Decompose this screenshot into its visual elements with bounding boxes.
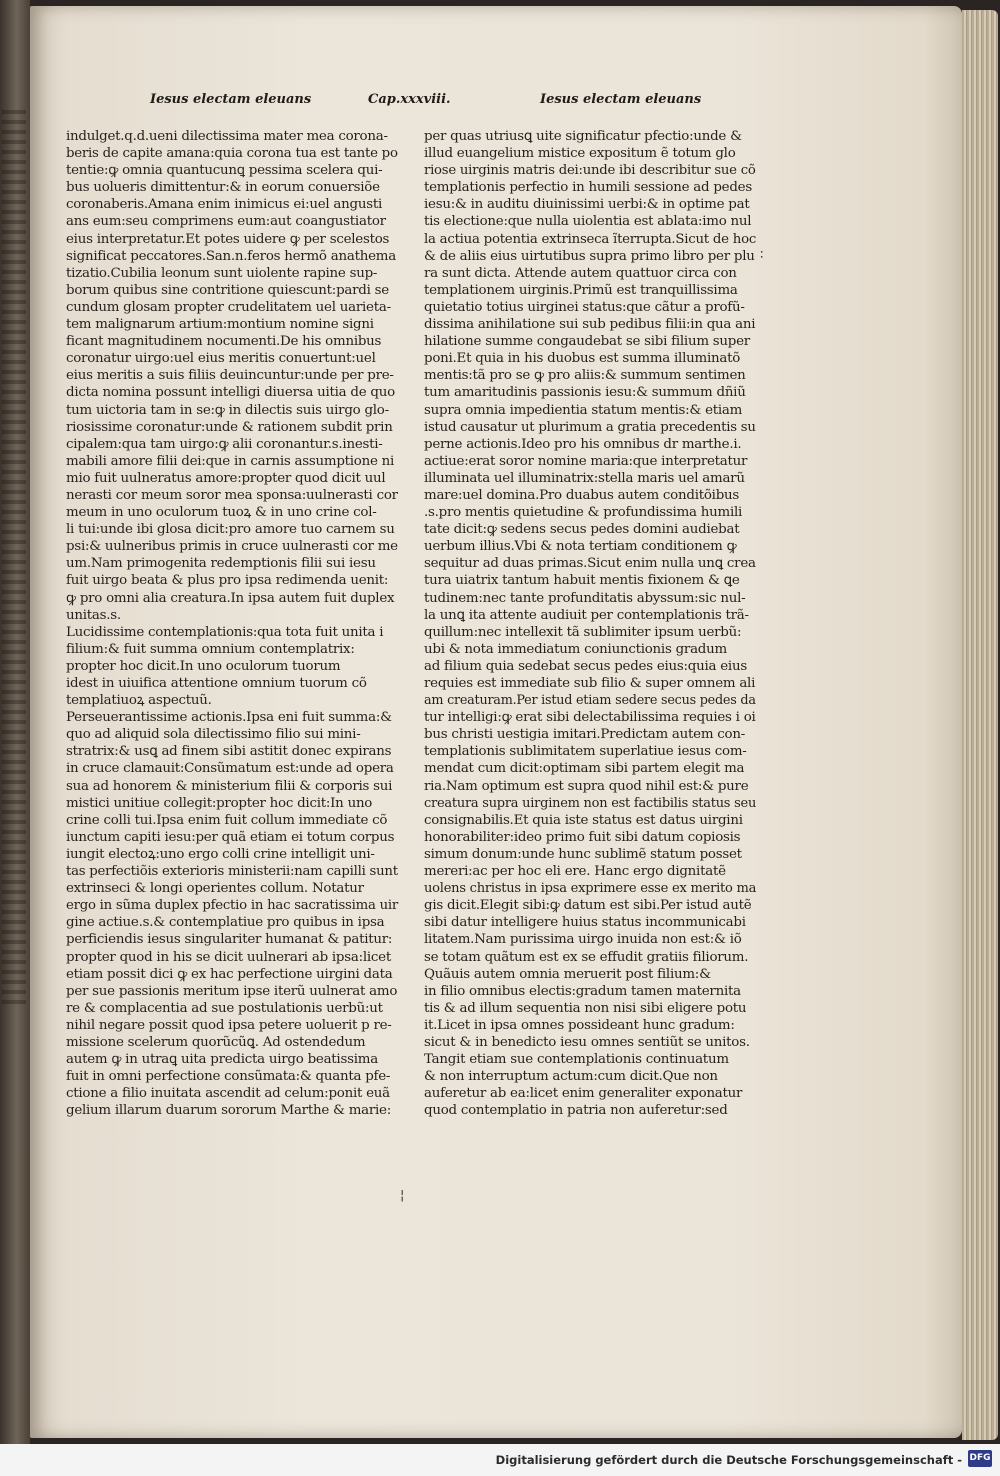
text-line: litatem.Nam purissima uirgo inuida non est:& iõ — [424, 932, 742, 948]
text-line: am creaturam.Per istud etiam sedere secus pedes da — [424, 693, 756, 709]
text-line: ans eum:seu comprimens eum:aut coangustiator — [66, 214, 386, 230]
bleed-through-text — [2, 110, 26, 1010]
text-line: istud causatur ut plurimum a gratia precedentis su — [424, 419, 756, 435]
text-line: hilatione summe congaudebat se sibi filium super — [424, 334, 750, 350]
text-line: coronaberis.Amana enim inimicus ei:uel angusti — [66, 197, 383, 213]
text-line: supra omnia impedientia statum mentis:& etiam — [424, 402, 743, 418]
text-line: re & complacentia ad sue postulationis uerbũ:ut — [66, 1000, 383, 1016]
chapter-heading: Cap.xxxviii. — [368, 92, 451, 107]
running-head-right: Iesus electam eleuans — [540, 92, 702, 107]
text-line: templationis sublimitatem superlatiue iesus com- — [424, 744, 747, 760]
text-line: ad filium quia sedebat secus pedes eius:quia eius — [424, 658, 747, 674]
text-line: quod contemplatio in patria non auferetur:sed — [424, 1103, 728, 1119]
text-line: propter quod in his se dicit uulnerari ab ipsa:licet — [66, 949, 391, 965]
text-line: ria.Nam optimum est supra quod nihil est:& pure — [424, 778, 749, 794]
text-line: iunctum capiti iesu:per quã etiam ei totum corpus — [66, 829, 395, 845]
text-line: bus uolueris dimittentur:& in eorum conuersiõe — [66, 180, 380, 196]
text-line: stratrix:& usꝗ ad finem sibi astitit donec expirans — [66, 744, 392, 760]
text-column-right — [424, 128, 757, 1119]
text-line: sequitur ad duas primas.Sicut enim nulla unꝗ crea — [424, 556, 756, 572]
text-line: templationem uirginis.Primũ est tranquillissima — [424, 282, 738, 298]
running-head-left: Iesus electam eleuans — [150, 92, 312, 107]
text-line: coronatur uirgo:uel eius meritis conuertunt:uel — [66, 351, 376, 367]
text-line: gis dicit.Elegit sibi:ꝙ datum est sibi.Per istud autẽ — [424, 898, 752, 914]
text-line: quietatio totius uirginei status:que cãtur a profũ- — [424, 299, 745, 315]
text-line: autem ꝙ in utraꝗ uita predicta uirgo beatissima — [66, 1052, 378, 1068]
text-line: sua ad honorem & ministerium filii & corporis sui — [66, 778, 393, 794]
text-line: perne actionis.Ideo pro his omnibus dr marthe.i. — [424, 436, 742, 452]
previous-page-edge — [0, 0, 30, 1444]
text-line: quillum:nec intellexit tã sublimiter ipsum uerbũ: — [424, 624, 742, 640]
text-line: Tangit etiam sue contemplationis continuatum — [424, 1052, 729, 1068]
text-line: perficiendis iesus singulariter humanat & patitur: — [66, 932, 393, 948]
text-line: cundum glosam propter crudelitatem uel uarieta- — [66, 299, 391, 315]
text-line: mendat cum dicit:optimam sibi partem elegit ma — [424, 761, 745, 777]
running-head — [150, 92, 702, 114]
text-line: tem malignarum artium:montium nomine signi — [66, 317, 374, 333]
text-line: auferetur ab ea:licet enim generaliter exponatur — [424, 1086, 743, 1102]
text-line: nihil negare possit quod ipsa petere uoluerit p re- — [66, 1017, 392, 1033]
text-line: tizatio.Cubilia leonum sunt uiolente rapine sup- — [66, 265, 378, 281]
text-line: significat peccatores.San.n.feros hermõ anathema — [66, 248, 396, 264]
text-line: missione scelerum quorũcũꝗ. Ad ostendedum — [66, 1034, 366, 1050]
text-line: eius interpretatur.Et potes uidere ꝙ per scelestos — [66, 231, 390, 247]
text-line: meum in uno oculorum tuoꝝ & in uno crine col- — [66, 505, 377, 521]
text-line: tate dicit:ꝙ sedens secus pedes domini audiebat — [424, 522, 740, 538]
text-line: psi:& uulneribus primis in cruce uulnerasti cor me — [66, 539, 398, 555]
text-line: ubi & nota immediatum coniunctionis gradum — [424, 641, 727, 657]
text-line: eius meritis a suis filiis deuincuntur:unde per pre- — [66, 368, 394, 384]
text-line: etiam possit dici ꝙ ex hac perfectione uirgini data — [66, 966, 393, 982]
page-stack-edge — [962, 10, 998, 1440]
text-line: dicta nomina possunt intelligi diuersa uitia de quo — [66, 385, 395, 401]
text-line: ficant magnitudinem nocumenti.De his omnibus — [66, 334, 382, 350]
funding-notice: Digitalisierung gefördert durch die Deutsche Forschungsgemeinschaft - — [495, 1453, 962, 1467]
text-line: indulget.q.d.ueni dilectissima mater mea corona- — [66, 129, 388, 144]
text-line: creatura supra uirginem non est factibilis status seu — [424, 795, 757, 811]
text-line: ꝙ pro omni alia creatura.In ipsa autem fuit duplex — [66, 590, 395, 606]
text-line: per quas utriusꝗ uite significatur pfectio:unde & — [424, 129, 742, 144]
text-line: actiue:erat soror nomine maria:que interpretatur — [424, 453, 748, 469]
text-line: mistici unitiue collegit:propter hoc dicit:In uno — [66, 795, 373, 811]
text-line: per sue passionis meritum ipse iterũ uulnerat amo — [66, 983, 398, 999]
footer-bar — [0, 1444, 1000, 1476]
text-line: illuminata uel illuminatrix:stella maris uel amarũ — [424, 470, 745, 486]
text-line: in cruce clamauit:Consũmatum est:unde ad opera — [66, 761, 394, 777]
text-line: la unꝗ ita attente audiuit per contemplationis trã- — [424, 607, 749, 623]
text-line: nerasti cor meum soror mea sponsa:uulnerasti cor — [66, 487, 398, 503]
text-line: tum amaritudinis passionis iesu:& summum dñiũ — [424, 385, 746, 401]
text-line: illud euangelium mistice expositum ẽ totum glo — [424, 146, 736, 162]
text-line: & de aliis eius uirtutibus supra primo libro per plu — [424, 248, 755, 264]
text-line: iungit electoꝝ:uno ergo colli crine intelligit uni- — [66, 846, 375, 862]
margin-mark: ¦ — [400, 1188, 405, 1203]
text-line: Perseuerantissime actionis.Ipsa eni fuit summa:& — [66, 710, 392, 726]
text-line: consignabilis.Et quia iste status est datus uirgini — [424, 812, 743, 828]
text-line: borum quibus sine contritione quiescunt:pardi se — [66, 282, 389, 298]
text-line: tentie:ꝙ omnia quantucunꝗ pessima scelera qui- — [66, 163, 383, 179]
text-line: ra sunt dicta. Attende autem quattuor circa con — [424, 265, 737, 281]
text-line: extrinseci & longi operientes collum. Notatur — [66, 881, 364, 897]
text-line: li tui:unde ibi glosa dicit:pro amore tuo carnem su — [66, 522, 395, 538]
text-line: gine actiue.s.& contemplatiue pro quibus in ipsa — [66, 915, 385, 931]
text-line: tura uiatrix tantum habuit mentis fixionem & ꝗe — [424, 573, 740, 589]
dfg-logo: DFG — [968, 1450, 992, 1467]
text-line: dissima anihilatione sui sub pedibus filii:in qua ani — [424, 317, 756, 333]
text-line: se totam quãtum est ex se effudit gratiis filiorum. — [424, 949, 749, 965]
text-line: um.Nam primogenita redemptionis filii sui iesu — [66, 556, 376, 572]
text-line: mentis:tã pro se ꝙ pro aliis:& summum sentimen — [424, 368, 746, 384]
text-line: fuit uirgo beata & plus pro ipsa redimenda uenit: — [66, 573, 389, 589]
text-line: honorabiliter:ideo primo fuit sibi datum copiosis — [424, 829, 741, 845]
text-line: quo ad aliquid sola dilectissimo filio sui mini- — [66, 727, 361, 743]
text-line: idest in uiuifica attentione omnium tuorum cõ — [66, 676, 367, 691]
margin-mark: ∶ — [760, 248, 764, 263]
text-line: it.Licet in ipsa omnes possideant hunc gradum: — [424, 1017, 735, 1033]
text-line: uolens christus in ipsa exprimere esse ex merito ma — [424, 881, 757, 897]
text-line: requies est immediate sub filio & super omnem ali — [424, 676, 756, 691]
text-line: sicut & in benedicto iesu omnes sentiũt se unitos. — [424, 1034, 750, 1050]
text-line: poni.Et quia in his duobus est summa illuminatõ — [424, 351, 741, 367]
text-line: propter hoc dicit.In uno oculorum tuorum — [66, 658, 341, 674]
text-line: tur intelligi:ꝙ erat sibi delectabilissima requies i oi — [424, 710, 756, 726]
text-line: Quãuis autem omnia meruerit post filium:& — [424, 966, 711, 982]
text-line: mare:uel domina.Pro duabus autem conditõibus — [424, 487, 740, 503]
text-line: mereri:ac per hoc eli ere. Hanc ergo dignitatẽ — [424, 864, 726, 880]
text-line: templationis perfectio in humili sessione ad pedes — [424, 180, 752, 196]
text-line: mabili amore filii dei:que in carnis assumptione ni — [66, 453, 395, 469]
text-line: sibi datur intelligere huius status incommunicabi — [424, 915, 746, 931]
text-line: beris de capite amana:quia corona tua est tante po — [66, 146, 398, 162]
text-column-left — [66, 128, 396, 1119]
text-line: uerbum illius.Vbi & nota tertiam conditionem ꝙ — [424, 539, 737, 555]
text-line: tudinem:nec tante profunditatis abyssum:sic nul- — [424, 590, 746, 606]
text-line: in filio omnibus electis:gradum tamen maternita — [424, 983, 741, 999]
text-line: fuit in omni perfectione consũmata:& quanta pfe- — [66, 1069, 391, 1085]
text-line: ergo in sũma duplex pfectio in hac sacratissima uir — [66, 898, 398, 914]
text-line: gelium illarum duarum sororum Marthe & marie: — [66, 1103, 391, 1119]
text-line: .s.pro mentis quietudine & profundissima humili — [424, 505, 743, 521]
text-line: iesu:& in auditu diuinissimi uerbi:& in optime pat — [424, 197, 750, 213]
text-line: & non interruptum actum:cum dicit.Que non — [424, 1069, 718, 1085]
text-line: tas perfectiõis exterioris ministerii:nam capilli sunt — [66, 864, 398, 880]
text-line: Lucidissime contemplationis:qua tota fuit unita i — [66, 624, 384, 640]
text-line: filium:& fuit summa omnium contemplatrix: — [66, 641, 355, 657]
text-line: tis electione:que nulla uiolentia est ablata:imo nul — [424, 214, 752, 230]
text-line: bus christi uestigia imitari.Predictam autem con- — [424, 727, 746, 743]
text-line: simum donum:unde hunc sublimẽ statum posset — [424, 846, 742, 862]
text-line: cipalem:qua tam uirgo:ꝙ alii coronantur.s.inesti- — [66, 436, 383, 452]
text-line: ctione a filio inuitata ascendit ad celum:ponit euã — [66, 1086, 390, 1102]
text-line: mio fuit uulneratus amore:propter quod dicit uul — [66, 470, 386, 486]
text-line: templatiuoꝝ aspectuũ. — [66, 693, 212, 709]
text-line: riosissime coronatur:unde & rationem subdit prin — [66, 419, 393, 435]
text-line: tis & ad illum sequentia non nisi sibi eligere potu — [424, 1000, 747, 1016]
text-line: riose uirginis matris dei:unde ibi describitur sue cõ — [424, 163, 756, 179]
text-line: tum uictoria tam in se:ꝙ in dilectis suis uirgo glo- — [66, 402, 389, 418]
text-line: crine colli tui.Ipsa enim fuit collum immediate cõ — [66, 812, 388, 828]
text-line: la actiua potentia extrinseca ĩterrupta.Sicut de hoc — [424, 231, 757, 247]
text-line: unitas.s. — [66, 607, 121, 623]
